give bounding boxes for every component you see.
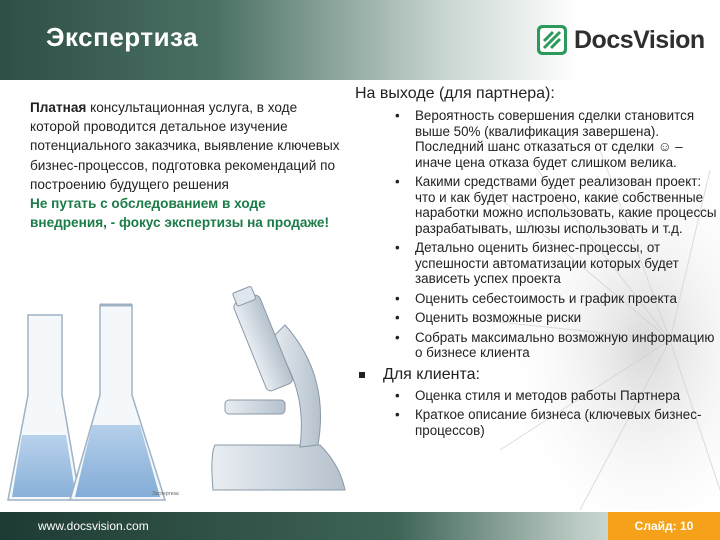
description-bold: Платная xyxy=(30,100,87,115)
bullet: • xyxy=(395,290,400,306)
website-link[interactable]: www.docsvision.com xyxy=(38,519,149,533)
list-item: • Какими средствами будет реализован проект: что и как будет настроено, какие собственные наработки можно использовать, какие процессы разрабатывать, шлюзы использовать и т.д. xyxy=(395,174,717,236)
bullet: • xyxy=(395,310,400,325)
bullet: • xyxy=(395,174,400,189)
list-item: • Оценить себестоимость и график проекта xyxy=(395,290,677,306)
slide-number-badge: Слайд: 10 xyxy=(608,512,720,540)
list-item: • Оценить возможные риски xyxy=(395,310,582,325)
bullet: • xyxy=(395,240,400,255)
client-heading: Для клиента: xyxy=(355,365,717,385)
right-content xyxy=(355,84,717,442)
header-bar xyxy=(0,0,720,80)
lab-equipment-illustration xyxy=(0,285,355,510)
bullet: • xyxy=(395,387,400,403)
partner-heading: На выходе (для партнера): xyxy=(355,85,555,102)
client-list xyxy=(355,388,717,439)
list-item: • Вероятность совершения сделки становится выше 50% (квалификация завершена). Последний шанс отказаться от сделки ☺ – иначе цена отказа будет слишком велика. xyxy=(395,108,695,170)
docsvision-logo xyxy=(536,18,706,62)
description-text: консультационная услуга, в ходе которой проводится детальное изучение потенциального заказчика, выявление ключевых бизнес-процессов, подготовка рекомендаций по построению будущего решения xyxy=(30,100,340,192)
left-description xyxy=(30,98,340,232)
description-paragraph xyxy=(30,98,340,194)
docsvision-logo-icon xyxy=(536,24,568,56)
partner-list xyxy=(355,108,717,361)
list-item: • Оценка стиля и методов работы Партнера xyxy=(395,387,681,403)
logo-text: DocsVision xyxy=(574,25,705,54)
slide-title: Экспертиза xyxy=(46,22,199,52)
list-item: • Собрать максимально возможную информацию о бизнесе клиента xyxy=(395,329,715,360)
footer-bar xyxy=(0,512,720,540)
bullet: • xyxy=(395,329,400,345)
bullet: • xyxy=(395,108,400,123)
list-item: • Краткое описание бизнеса (ключевых бизнес-процессов) xyxy=(395,407,702,438)
image-caption: Экспертиза xyxy=(152,491,179,497)
list-item: • Детально оценить бизнес-процессы, от успешности автоматизации которых будет зависеть успех проекта xyxy=(395,240,679,286)
bullet: • xyxy=(395,407,400,422)
square-bullet-icon xyxy=(359,372,365,378)
warning-text: Не путать с обследованием в ходе внедрения, - фокус экспертизы на продаже! xyxy=(30,196,330,231)
